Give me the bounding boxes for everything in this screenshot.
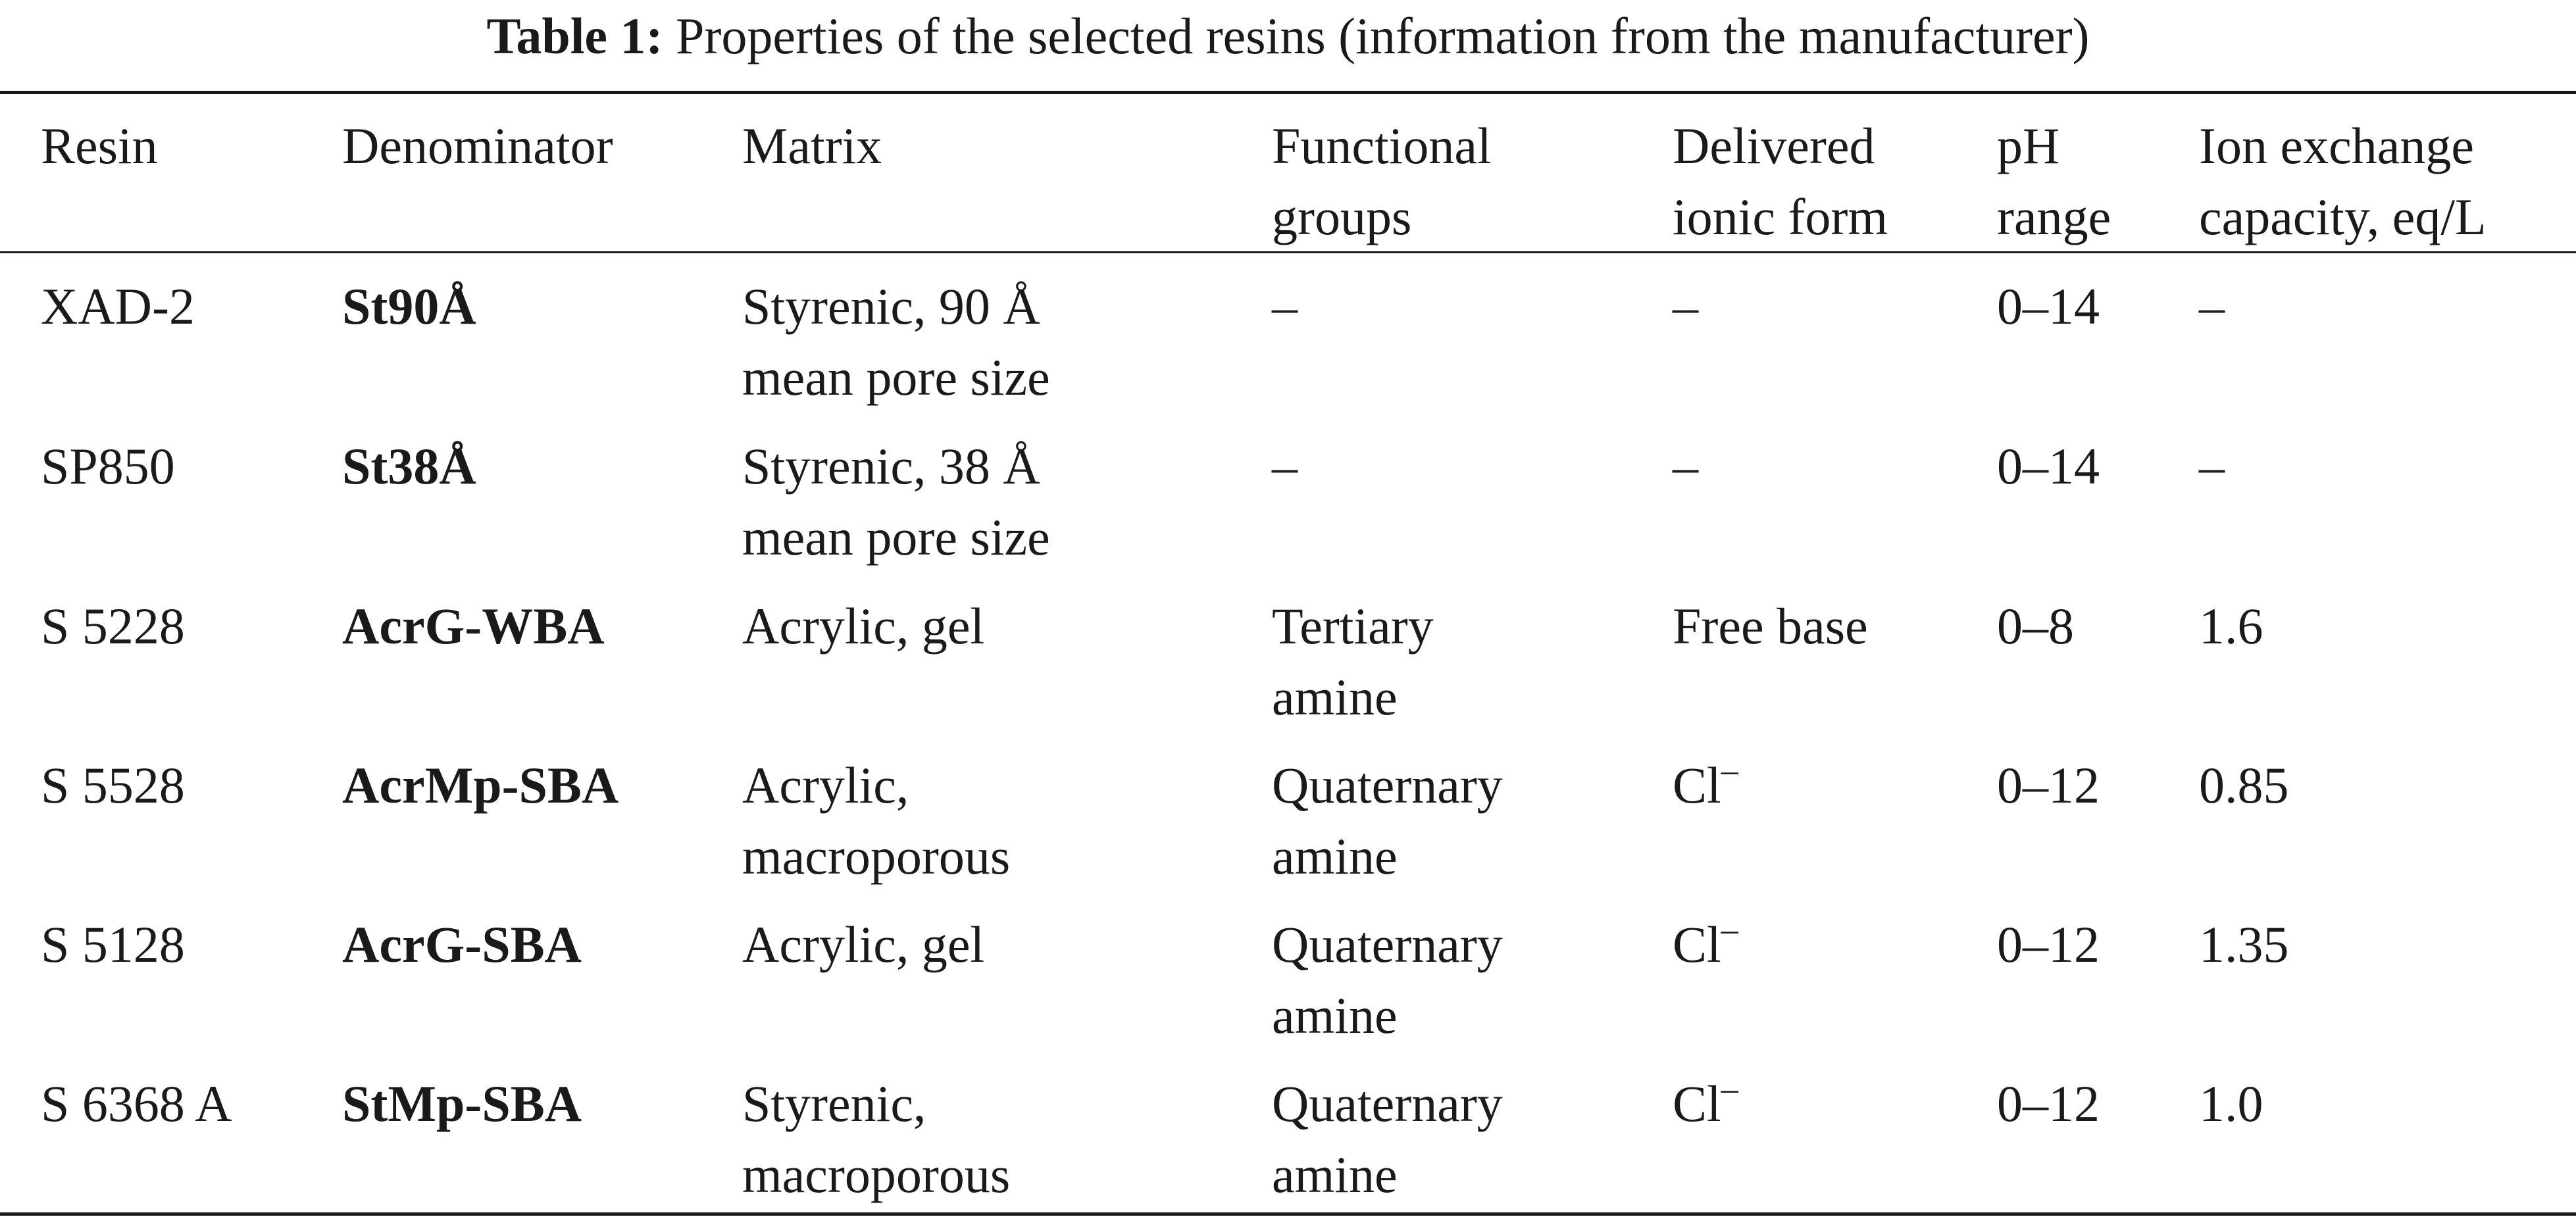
matrix-cell: Acrylic, gel [742, 916, 985, 973]
functional-groups-cell: – [1272, 437, 1298, 495]
ph-range-cell: 0–14 [1997, 437, 2100, 495]
capacity-cell: – [2199, 278, 2225, 335]
ionic-form-cell: – [1673, 278, 1698, 335]
ionic-form-cell: Cl– [1673, 752, 1738, 814]
matrix-cell: Styrenic, 90 Å [742, 278, 1040, 335]
matrix-cell: Styrenic, [742, 1075, 926, 1132]
table-caption-label: Table 1: [486, 7, 663, 64]
matrix-cell: macroporous [742, 828, 1011, 885]
capacity-cell: 1.35 [2199, 916, 2289, 973]
functional-groups-cell: amine [1272, 987, 1398, 1044]
denominator-cell: StMp-SBA [342, 1075, 582, 1132]
functional-groups-cell: Quaternary [1272, 757, 1503, 814]
resin-cell: S 5228 [41, 597, 185, 655]
ph-range-cell: 0–14 [1997, 278, 2100, 335]
ionic-form-cell: Cl– [1673, 911, 1738, 973]
matrix-cell: Acrylic, [742, 757, 909, 814]
ionic-charge-superscript: – [1721, 1070, 1738, 1108]
functional-groups-cell: amine [1272, 828, 1398, 885]
functional-groups-cell: Tertiary [1272, 597, 1434, 655]
matrix-cell: Styrenic, 38 Å [742, 437, 1040, 495]
capacity-cell: 0.85 [2199, 757, 2289, 814]
ph-range-cell: 0–12 [1997, 916, 2100, 973]
functional-groups-cell: amine [1272, 668, 1398, 726]
ph-range-cell: 0–8 [1997, 597, 2074, 655]
denominator-cell: St90Å [342, 278, 476, 335]
matrix-cell: mean pore size [742, 349, 1050, 406]
ph-range-cell: 0–12 [1997, 757, 2100, 814]
ionic-form-cell: – [1673, 437, 1698, 495]
column-header: ionic form [1673, 188, 1888, 245]
denominator-cell: St38Å [342, 437, 476, 495]
table-bottom-rule [0, 1212, 2576, 1216]
matrix-cell: macroporous [742, 1146, 1011, 1203]
ionic-charge-superscript: – [1721, 752, 1738, 789]
table-caption-text: Properties of the selected resins (information from the manufacturer) [675, 7, 2090, 64]
functional-groups-cell: – [1272, 278, 1298, 335]
functional-groups-cell: Quaternary [1272, 1075, 1503, 1132]
capacity-cell: 1.6 [2199, 597, 2263, 655]
matrix-cell: Acrylic, gel [742, 597, 985, 655]
functional-groups-cell: Quaternary [1272, 916, 1503, 973]
column-header: Matrix [742, 117, 882, 174]
ionic-form-cell: Cl– [1673, 1070, 1738, 1132]
column-header: pH [1997, 117, 2060, 174]
capacity-cell: 1.0 [2199, 1075, 2263, 1132]
column-header: groups [1272, 188, 1412, 245]
column-header: capacity, eq/L [2199, 188, 2487, 245]
ionic-charge-superscript: – [1721, 911, 1738, 949]
column-header: Functional [1272, 117, 1492, 174]
column-header: Delivered [1673, 117, 1875, 174]
resin-cell: S 6368 A [41, 1075, 232, 1132]
resin-cell: S 5528 [41, 757, 185, 814]
table-top-rule [0, 91, 2576, 94]
column-header: Resin [41, 117, 158, 174]
denominator-cell: AcrG-SBA [342, 916, 582, 973]
resin-cell: XAD-2 [41, 278, 195, 335]
column-header: Denominator [342, 117, 613, 174]
denominator-cell: AcrG-WBA [342, 597, 605, 655]
functional-groups-cell: amine [1272, 1146, 1398, 1203]
denominator-cell: AcrMp-SBA [342, 757, 619, 814]
resin-cell: SP850 [41, 437, 175, 495]
resin-cell: S 5128 [41, 916, 185, 973]
ph-range-cell: 0–12 [1997, 1075, 2100, 1132]
capacity-cell: – [2199, 437, 2225, 495]
column-header: Ion exchange [2199, 117, 2474, 174]
table-caption [0, 0, 2576, 72]
ionic-form-cell: Free base [1673, 597, 1868, 655]
matrix-cell: mean pore size [742, 509, 1050, 566]
column-header: range [1997, 188, 2111, 245]
